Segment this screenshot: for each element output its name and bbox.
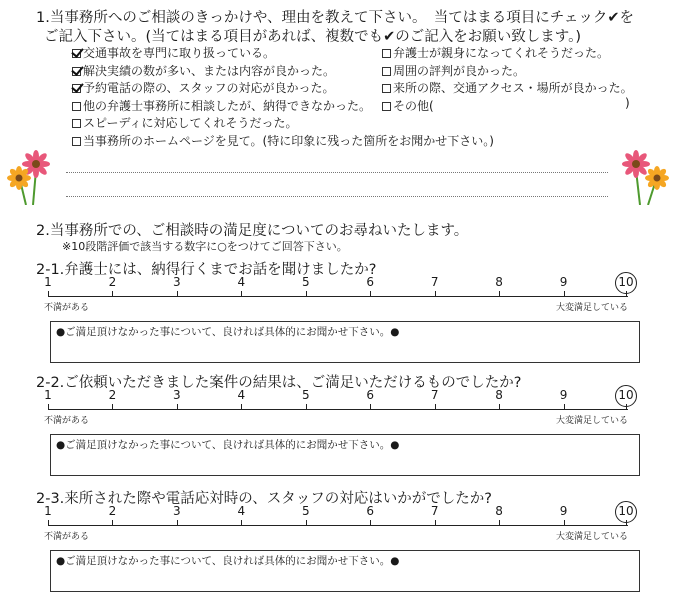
option-options_right-1[interactable]	[382, 62, 525, 79]
comment-box[interactable]	[50, 550, 640, 592]
scale-number[interactable]: 2	[108, 504, 117, 518]
scale-number[interactable]: 3	[173, 388, 181, 402]
scale-tick	[370, 291, 371, 297]
scale-number[interactable]: 1	[44, 388, 52, 402]
rating-scale	[44, 504, 634, 526]
option-label: 当事務所のホームページを見て。(特に印象に残った箇所をお聞かせ下さい。)	[83, 133, 494, 148]
scale-number[interactable]: 9	[559, 388, 568, 402]
scale-high-label: 大変満足している	[556, 303, 629, 313]
checkbox[interactable]	[382, 84, 391, 93]
scale-tick	[241, 404, 242, 410]
scale-number[interactable]: 5	[301, 275, 310, 289]
option-label: 交通事故を専門に取り扱っている。	[83, 46, 276, 60]
rating-scale	[44, 388, 634, 410]
scale-low-label: 不満がある	[44, 532, 90, 542]
selected-rating-circle	[615, 501, 637, 523]
scale-low-label: 不満がある	[44, 303, 90, 313]
flower-right-icon	[618, 150, 670, 205]
scale-number[interactable]: 4	[237, 504, 246, 518]
scale-number[interactable]: 7	[430, 388, 439, 402]
scale-number[interactable]: 10	[618, 275, 634, 289]
scale-number[interactable]: 1	[44, 275, 52, 289]
option-label: 予約電話の際の、スタッフの対応が良かった。	[83, 81, 335, 95]
q1-title-line1: 1.当事務所へのご相談のきっかけや、理由を教えて下さい。 当てはまる項目にチェック✔を	[36, 10, 635, 26]
scale-number[interactable]: 4	[237, 388, 246, 402]
option-label: 周囲の評判が良かった。	[393, 63, 526, 78]
scale-tick	[306, 520, 307, 526]
scale-number[interactable]: 9	[559, 275, 568, 289]
scale-tick	[177, 404, 178, 410]
scale-tick	[177, 291, 178, 297]
option-label: 解決実績の数が多い、または内容が良かった。	[83, 63, 336, 78]
option-options_right-3[interactable]	[382, 97, 434, 114]
scale-tick	[306, 291, 307, 297]
scale-number[interactable]: 3	[173, 275, 181, 289]
option-label: 他の弁護士事務所に相談したが、納得できなかった。	[83, 98, 372, 113]
comment-prompt: ●ご満足頂けなかった事について、良ければ具体的にお聞かせ下さい。●	[56, 555, 400, 567]
rating-scale	[44, 275, 634, 297]
question-title: 2-3.来所された際や電話応対時の、スタッフの対応はいかがでしたか?	[36, 491, 492, 507]
scale-number[interactable]: 7	[430, 504, 439, 518]
selected-rating-circle	[615, 272, 637, 294]
scale-tick	[241, 291, 242, 297]
scale-number[interactable]: 2	[108, 275, 117, 289]
flower-left-icon	[6, 150, 56, 205]
option-options_right-0[interactable]	[382, 44, 609, 61]
checkbox[interactable]	[72, 102, 81, 111]
option-options_left-0[interactable]	[72, 44, 275, 61]
checkbox[interactable]	[72, 84, 81, 93]
scale-number[interactable]: 8	[495, 388, 503, 402]
comment-prompt: ●ご満足頂けなかった事について、良ければ具体的にお聞かせ下さい。●	[56, 326, 400, 338]
scale-high-label: 大変満足している	[556, 416, 629, 426]
scale-number[interactable]: 8	[495, 275, 503, 289]
scale-tick	[112, 520, 113, 526]
scale-tick	[241, 520, 242, 526]
scale-tick	[499, 404, 500, 410]
scale-number[interactable]: 4	[237, 275, 246, 289]
checkbox[interactable]	[382, 67, 391, 76]
scale-tick	[177, 520, 178, 526]
scale-tick	[48, 291, 49, 297]
option-options_left-2[interactable]	[72, 79, 335, 96]
checkbox[interactable]	[72, 49, 81, 58]
option-options_left-5[interactable]	[72, 132, 494, 149]
scale-tick	[306, 404, 307, 410]
scale-number[interactable]: 6	[366, 388, 375, 402]
scale-tick	[112, 291, 113, 297]
scale-number[interactable]: 1	[44, 504, 52, 518]
scale-low-label: 不満がある	[44, 416, 90, 426]
question-title: 2-1.弁護士には、納得行くまでお話を聞けましたか?	[36, 262, 377, 278]
checkbox[interactable]	[72, 137, 81, 146]
scale-number[interactable]: 10	[618, 388, 634, 402]
scale-number[interactable]: 10	[618, 504, 634, 518]
scale-tick	[435, 520, 436, 526]
question-title: 2-2.ご依頼いただきました案件の結果は、ご満足いただけるものでしたか?	[36, 375, 522, 391]
checkbox[interactable]	[72, 67, 81, 76]
option-options_right-2[interactable]	[382, 79, 633, 96]
option-options_left-3[interactable]	[72, 97, 371, 114]
option-label: 弁護士が親身になってくれそうだった。	[393, 46, 610, 60]
comment-box[interactable]	[50, 434, 640, 476]
option-label: 来所の際、交通アクセス・場所が良かった。	[393, 81, 633, 95]
scale-tick	[564, 520, 565, 526]
scale-tick	[48, 520, 49, 526]
scale-tick	[112, 404, 113, 410]
scale-tick	[564, 291, 565, 297]
option-label: スピーディに対応してくれそうだった。	[83, 116, 298, 130]
checkbox[interactable]	[72, 119, 81, 128]
scale-tick	[499, 291, 500, 297]
scale-tick	[564, 404, 565, 410]
scale-tick	[370, 404, 371, 410]
hp-answer-line-1	[66, 172, 608, 173]
scale-number[interactable]: 8	[495, 504, 503, 518]
checkbox[interactable]	[382, 49, 391, 58]
scale-tick	[499, 520, 500, 526]
scale-number[interactable]: 5	[301, 388, 310, 402]
scale-number[interactable]: 6	[366, 275, 375, 289]
q1-title-line2: ご記入下さい。(当てはまる項目があれば、複数でも✔のご記入をお願い致します。)	[44, 29, 582, 45]
option-options_left-1[interactable]	[72, 62, 335, 79]
scale-tick	[48, 404, 49, 410]
scale-number[interactable]: 6	[366, 504, 375, 518]
scale-number[interactable]: 7	[430, 275, 439, 289]
comment-box[interactable]	[50, 321, 640, 363]
selected-rating-circle	[615, 385, 637, 407]
checkbox[interactable]	[382, 102, 391, 111]
scale-number[interactable]: 3	[173, 504, 181, 518]
scale-tick	[370, 520, 371, 526]
scale-number[interactable]: 2	[108, 388, 117, 402]
other-close-paren: )	[625, 96, 630, 110]
scale-high-label: 大変満足している	[556, 532, 629, 542]
scale-tick	[435, 404, 436, 410]
q2-title: 2.当事務所での、ご相談時の満足度についてのお尋ねいたします。	[36, 223, 469, 239]
scale-number[interactable]: 5	[301, 504, 310, 518]
option-label: その他(	[393, 98, 434, 113]
hp-answer-line-2	[66, 196, 608, 197]
scale-number[interactable]: 9	[559, 504, 568, 518]
comment-prompt: ●ご満足頂けなかった事について、良ければ具体的にお聞かせ下さい。●	[56, 439, 400, 451]
scale-tick	[435, 291, 436, 297]
option-options_left-4[interactable]	[72, 114, 298, 131]
q2-note: ※10段階評価で該当する数字に○をつけてご回答下さい。	[62, 240, 348, 253]
